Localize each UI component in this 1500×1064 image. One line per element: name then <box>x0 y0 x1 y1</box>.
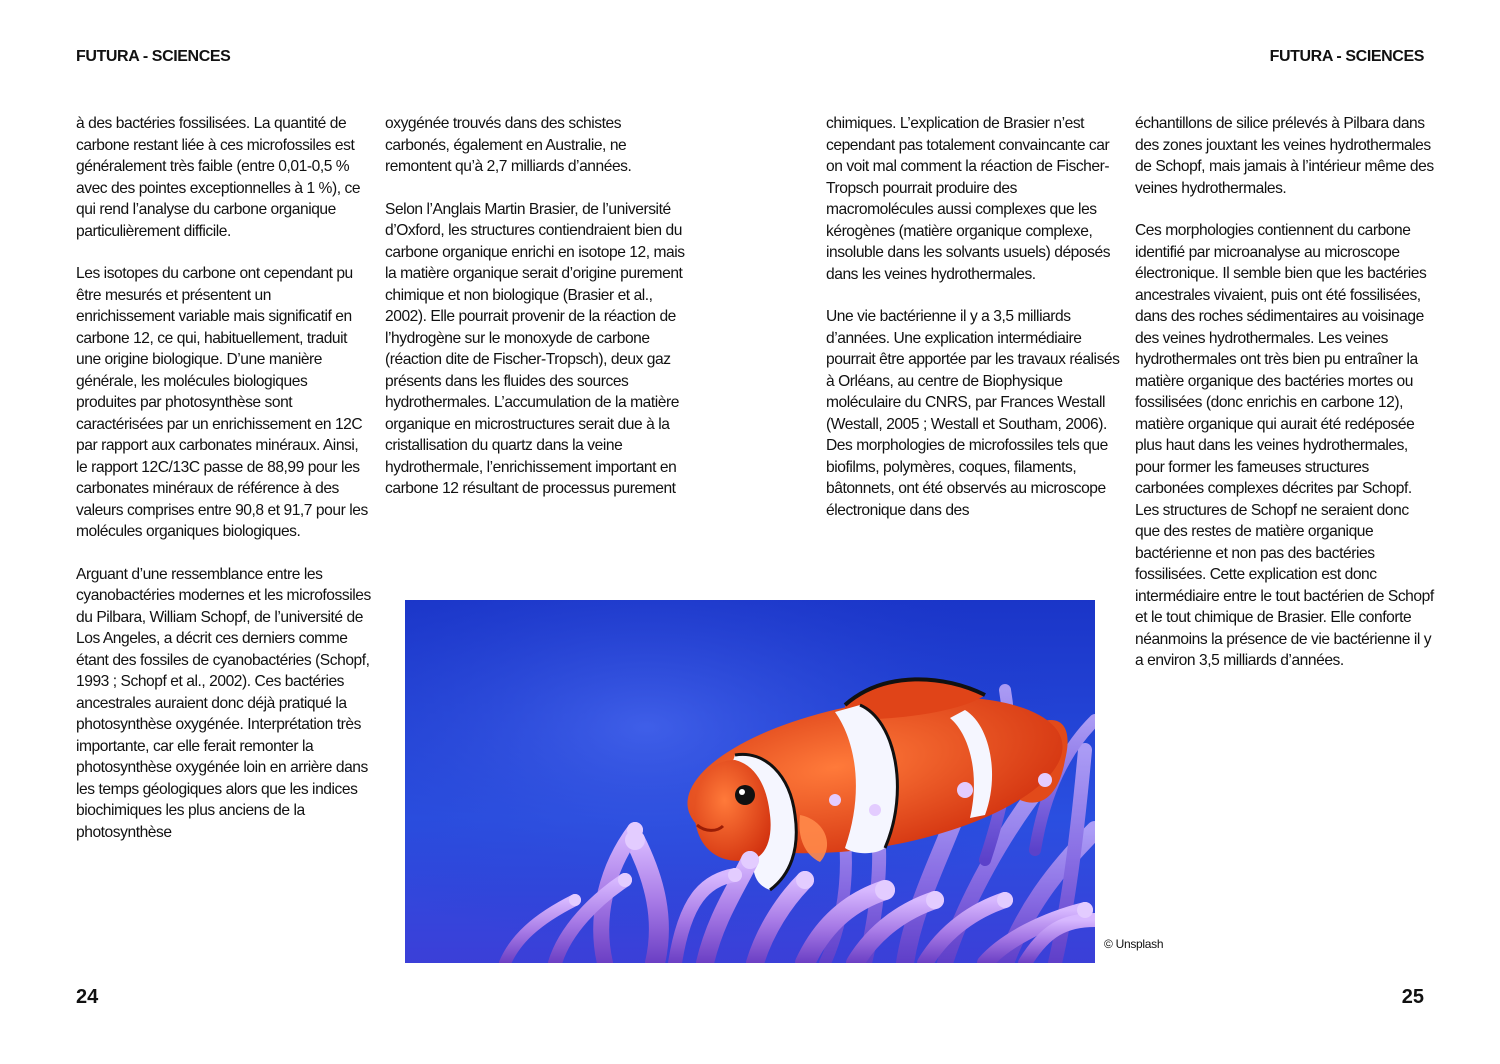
paragraph: Arguant d’une ressemblance entre les cyanobactéries modernes et les microfossiles du Pilbara, William Schopf, de l’université de Los Angeles, a décrit ces derniers comme étant des fossiles de cyanobactéries (Schopf, 1993 ; Schopf et al., 2002). Ces bactéries ancestrales auraient donc déjà pratiqué la photosynthèse oxygénée. Interprétation très importante, car elle ferait remonter la photosynthèse oxygénée loin en arrière dans les temps géologiques alors que les indices biochimiques les plus anciens de la photosynthèse <box>76 565 371 841</box>
text-column-1 <box>76 113 371 843</box>
paragraph: Une vie bactérienne il y a 3,5 milliards d’années. Une explication intermédiaire pourrait être apportée par les travaux réalisés à Orléans, au centre de Biophysique moléculaire du CNRS, par Frances Westall (Westall, 2005 ; Westall et Southam, 2006). Des morphologies de microfossiles tels que biofilms, polymères, coques, filaments, bâtonnets, ont été observés au microscope électronique dans des <box>826 308 1120 519</box>
clownfish-photo <box>405 600 1095 963</box>
paragraph: oxygénée trouvés dans des schistes carbonés, également en Australie, ne remontent qu’à 2,7 milliards d’années. <box>385 115 632 175</box>
page-number-left: 24 <box>76 986 99 1008</box>
text-column-3 <box>826 113 1126 521</box>
photo-credit: © Unsplash <box>1104 937 1164 951</box>
clownfish-illustration <box>405 600 1095 963</box>
paragraph: échantillons de silice prélevés à Pilbara dans des zones jouxtant les veines hydrothermales de Schopf, mais jamais à l’intérieur même des veines hydrothermales. <box>1135 115 1434 197</box>
running-header-left: FUTURA - SCIENCES <box>76 48 231 65</box>
text-column-4 <box>1135 113 1435 672</box>
text-column-2 <box>385 113 685 500</box>
page-number-right: 25 <box>1401 986 1424 1008</box>
running-header-right: FUTURA - SCIENCES <box>1269 48 1424 65</box>
paragraph: Ces morphologies contiennent du carbone identifié par microanalyse au microscope électronique. Il semble bien que les bactéries ancestrales vivaient, puis ont été fossilisées, dans des roches sédimentaires au voisinage des veines hydrothermales. Les veines hydrothermales ont très bien pu entraîner la matière organique des bactéries mortes ou fossilisées (donc enrichis en carbone 12), matière organique qui aurait été redéposée plus haut dans les veines hydrothermales, pour former les fameuses structures carbonées complexes décrites par Schopf. Les structures de Schopf ne seraient donc que des restes de matière organique bactérienne et non pas des bactéries fossilisées. Cette explication est donc intermédiaire entre le tout bactérien de Schopf et le tout chimique de Brasier. Elle conforte néanmoins la présence de vie bactérienne il y a environ 3,5 milliards d’années. <box>1135 222 1434 669</box>
paragraph: Selon l’Anglais Martin Brasier, de l’université d’Oxford, les structures contiendraient bien du carbone organique enrichi en isotope 12, mais la matière organique serait d’origine purement chimique et non biologique (Brasier et al., 2002). Elle pourrait provenir de la réaction de l’hydrogène sur le monoxyde de carbone (réaction dite de Fischer-Tropsch), deux gaz présents dans les fluides des sources hydrothermales. L’accumulation de la matière organique en microstructures serait due à la cristallisation du quartz dans la veine hydrothermale, l’enrichissement important en carbone 12 résultant de processus purement <box>385 200 685 497</box>
paragraph: chimiques. L’explication de Brasier n’est cependant pas totalement convaincante car on voit mal comment la réaction de Fischer-Tropsch pourrait produire des macromolécules aussi complexes que les kérogènes (matière organique complexe, insoluble dans les solvants usuels) déposés dans les veines hydrothermales. <box>826 115 1111 283</box>
paragraph: à des bactéries fossilisées. La quantité de carbone restant liée à ces microfossiles est généralement très faible (entre 0,01-0,5 % avec des pointes exceptionnelles à 1 %), ce qui rend l’analyse du carbone organique particulièrement difficile. <box>76 115 361 240</box>
paragraph: Les isotopes du carbone ont cependant pu être mesurés et présentent un enrichissement variable mais significatif en carbone 12, ce qui, habituellement, traduit une origine biologique. D’une manière générale, les molécules biologiques produites par photosynthèse sont caractérisées par un enrichissement en 12C par rapport aux carbonates minéraux. Ainsi, le rapport 12C/13C passe de 88,99 pour les carbonates minéraux de référence à des valeurs comprises entre 90,8 et 91,7 pour les molécules organiques biologiques. <box>76 265 368 540</box>
